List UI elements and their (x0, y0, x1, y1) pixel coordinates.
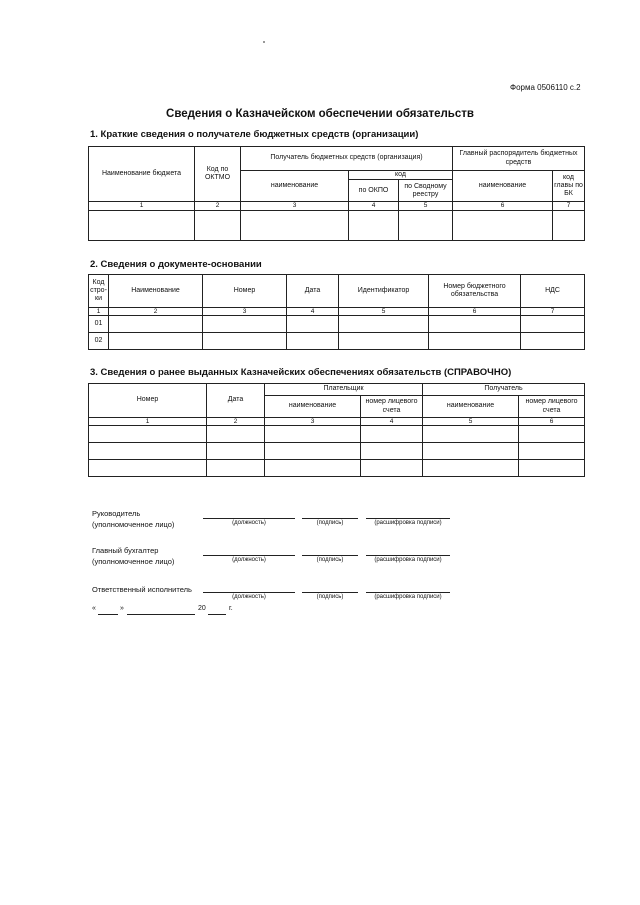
recipient-table (88, 146, 585, 241)
table-cell[interactable] (361, 426, 423, 443)
table-cell[interactable] (553, 211, 585, 241)
recipient-account-header: номер лицевого счета (519, 396, 585, 418)
signature-caption: (подпись) (316, 557, 344, 563)
col-number: 1 (89, 308, 109, 316)
col-number: 4 (287, 308, 339, 316)
executor-label: Ответственный исполнитель (92, 585, 192, 594)
code-line-header: Код стро- ки (89, 275, 109, 308)
col-number: 2 (207, 418, 265, 426)
table-row (89, 460, 585, 477)
col-number: 1 (89, 202, 195, 211)
manager-header: Главный распорядитель бюджетных средств (453, 147, 585, 171)
decode-caption: (расшифровка подписи) (374, 594, 442, 600)
col-number: 6 (519, 418, 585, 426)
document-table (88, 274, 585, 350)
table-cell[interactable] (453, 211, 553, 241)
table-cell[interactable] (423, 426, 519, 443)
table-cell[interactable] (265, 443, 361, 460)
table-cell[interactable] (241, 211, 349, 241)
year-suffix: г. (229, 605, 233, 612)
table-cell[interactable] (519, 426, 585, 443)
position-line[interactable] (203, 555, 295, 556)
table-cell[interactable] (109, 333, 203, 350)
table-cell[interactable] (423, 443, 519, 460)
table-cell[interactable] (521, 316, 585, 333)
form-number: Форма 0506110 с.2 (510, 83, 581, 92)
table-cell[interactable] (287, 316, 339, 333)
table-cell[interactable] (207, 426, 265, 443)
budget-name-header: Наименование бюджета (89, 147, 195, 202)
name-header: Наименование (109, 275, 203, 308)
col-number: 6 (429, 308, 521, 316)
table-row (89, 443, 585, 460)
date-header: Дата (207, 384, 265, 418)
month-line[interactable] (127, 614, 195, 615)
col-number: 6 (453, 202, 553, 211)
table-cell[interactable] (265, 426, 361, 443)
position-caption: (должность) (232, 594, 266, 600)
row-code: 01 (89, 316, 109, 333)
decode-line[interactable] (366, 592, 450, 593)
decode-caption: (расшифровка подписи) (374, 557, 442, 563)
table-cell[interactable] (89, 443, 207, 460)
table-cell[interactable] (203, 316, 287, 333)
table-row (89, 316, 585, 333)
table-cell[interactable] (89, 426, 207, 443)
signature-line[interactable] (302, 518, 358, 519)
table-cell[interactable] (349, 211, 399, 241)
year-prefix: 20 (198, 605, 206, 612)
manager-name-header: наименование (453, 171, 553, 202)
table-cell[interactable] (195, 211, 241, 241)
table-cell[interactable] (207, 443, 265, 460)
table-cell[interactable] (519, 460, 585, 477)
table-cell[interactable] (109, 316, 203, 333)
col-number: 3 (241, 202, 349, 211)
table-cell[interactable] (519, 443, 585, 460)
table-cell[interactable] (361, 443, 423, 460)
section3-heading: 3. Сведения о ранее выданных Казначейских обеспечениях обязательств (СПРАВОЧНО) (90, 367, 512, 378)
signature-caption: (подпись) (316, 520, 344, 526)
identifier-header: Идентификатор (339, 275, 429, 308)
budget-number-header: Номер бюджетного обязательства (429, 275, 521, 308)
col-number: 2 (195, 202, 241, 211)
signature-line[interactable] (302, 592, 358, 593)
table-cell[interactable] (423, 460, 519, 477)
table-cell[interactable] (89, 211, 195, 241)
table-cell[interactable] (429, 316, 521, 333)
col-number: 7 (553, 202, 585, 211)
payer-name-header: наименование (265, 396, 361, 418)
table-cell[interactable] (399, 211, 453, 241)
table-cell[interactable] (265, 460, 361, 477)
table-cell[interactable] (521, 333, 585, 350)
recipient-header: Получатель (423, 384, 585, 396)
decode-line[interactable] (366, 518, 450, 519)
decode-caption: (расшифровка подписи) (374, 520, 442, 526)
signature-caption: (подпись) (316, 594, 344, 600)
decode-line[interactable] (366, 555, 450, 556)
date-header: Дата (287, 275, 339, 308)
col-number: 2 (109, 308, 203, 316)
col-number: 1 (89, 418, 207, 426)
position-caption: (должность) (232, 557, 266, 563)
col-number: 5 (399, 202, 453, 211)
position-caption: (должность) (232, 520, 266, 526)
table-cell[interactable] (429, 333, 521, 350)
vat-header: НДС (521, 275, 585, 308)
recipient-header: Получатель бюджетных средств (организация) (241, 147, 453, 171)
payer-account-header: номер лицевого счета (361, 396, 423, 418)
okpo-header: по ОКПО (349, 180, 399, 202)
table-row (89, 333, 585, 350)
number-header: Номер (89, 384, 207, 418)
registry-header: по Сводному реестру (399, 180, 453, 202)
date-quote-open: « (92, 605, 96, 612)
recipient-name-header: наименование (241, 171, 349, 202)
table-row (89, 426, 585, 443)
col-number: 4 (349, 202, 399, 211)
table-cell[interactable] (207, 460, 265, 477)
table-cell[interactable] (361, 460, 423, 477)
recipient-name-header: наименование (423, 396, 519, 418)
col-number: 7 (521, 308, 585, 316)
number-header: Номер (203, 275, 287, 308)
table-cell[interactable] (339, 316, 429, 333)
col-number: 5 (339, 308, 429, 316)
table-cell[interactable] (339, 333, 429, 350)
section2-heading: 2. Сведения о документе-основании (90, 259, 262, 270)
scan-dot (263, 41, 265, 43)
col-number: 3 (203, 308, 287, 316)
signature-line[interactable] (302, 555, 358, 556)
table-cell[interactable] (89, 460, 207, 477)
col-number: 4 (361, 418, 423, 426)
table-cell[interactable] (287, 333, 339, 350)
position-line[interactable] (203, 518, 295, 519)
bk-code-header: код главы по БК (553, 171, 585, 202)
position-line[interactable] (203, 592, 295, 593)
day-line[interactable] (98, 614, 118, 615)
page-title: Сведения о Казначейском обеспечении обязательств (166, 108, 474, 120)
row-code: 02 (89, 333, 109, 350)
previous-table (88, 383, 585, 477)
col-number: 5 (423, 418, 519, 426)
oktmo-header: Код по ОКТМО (195, 147, 241, 202)
col-number: 3 (265, 418, 361, 426)
table-row (89, 211, 585, 241)
table-cell[interactable] (203, 333, 287, 350)
accountant-label: Главный бухгалтер (уполномоченное лицо) (92, 546, 175, 566)
section1-heading: 1. Краткие сведения о получателе бюджетных средств (организации) (90, 129, 419, 140)
payer-header: Плательщик (265, 384, 423, 396)
code-header: код (349, 171, 453, 180)
date-quote-close: » (120, 605, 124, 612)
head-label: Руководитель (уполномоченное лицо) (92, 509, 175, 529)
year-line[interactable] (208, 614, 226, 615)
